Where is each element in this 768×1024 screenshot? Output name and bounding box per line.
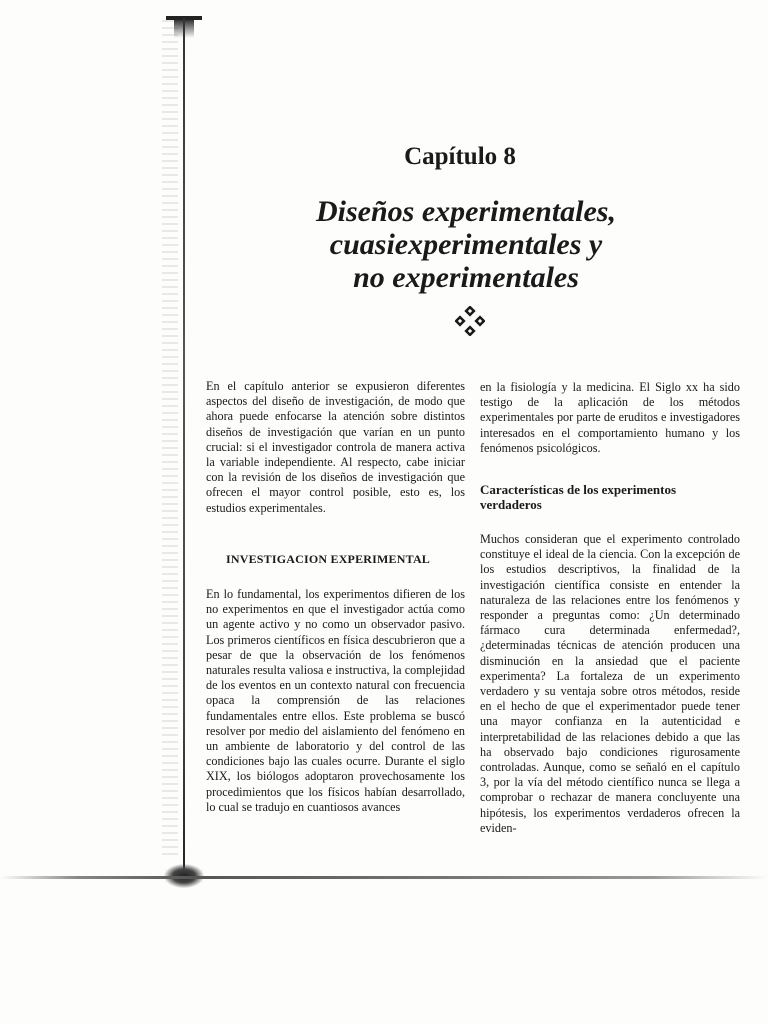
body-paragraph: Muchos consideran que el experimento controlado constituye el ideal de la ciencia. Con la excepción de los estudios descriptivos, la finalidad de la investigación científica consiste en entender la naturaleza de las relaciones entre los fenómenos y responder a preguntas como: ¿Un determinado fármaco cura determinada enfermedad?, ¿determinadas técnicas de atención producen una disminución en la ansiedad que el paciente experimenta? La fortaleza de un experimento verdadero y su ventaja sobre otros métodos, reside en el hecho de que el experimentador puede tener una mayor confianza en la autenticidad e interpretabilidad de las relaciones debido a que las ha observado bajo condiciones rigurosamente controladas. Aunque, como se señaló en el capítulo 3, por la vía del método científico nunca se llega a comprobar o rechazar de manera concluyente una hipótesis, los experimentos verdaderos ofrecen la eviden- xyxy=(480,532,740,835)
subsection-heading: Características de los experimentos verdaderos xyxy=(480,482,677,513)
chapter-title-line: Diseños experimentales, xyxy=(316,195,616,228)
diamond-ornament-icon xyxy=(455,306,485,336)
binding-speckle xyxy=(162,20,178,860)
page-bottom-edge xyxy=(0,876,768,879)
chapter-label: Capítulo 8 xyxy=(404,143,516,170)
right-text-column xyxy=(480,380,740,836)
chapter-title-line: cuasiexperimentales y xyxy=(329,228,603,261)
continuation-paragraph: en la fisiología y la medicina. El Siglo xx ha sido testigo de la aplicación de los métodos experimentales por parte de eruditos e investigadores interesados en el comportamiento humano y los fenómenos psicológicos. xyxy=(480,380,740,455)
left-text-column xyxy=(206,379,465,815)
chapter-title xyxy=(246,195,686,294)
chapter-title-line: no experimentales xyxy=(353,261,579,294)
body-paragraph: En lo fundamental, los experimentos difieren de los no experimentos en que el investigador actúa como un agente activo y no como un observador pasivo. Los primeros científicos en física descubrieron que a pesar de que la observación de los fenómenos naturales resulta valiosa e instructiva, la complejidad de los eventos en un contexto natural con frecuencia opaca la comprensión de las relaciones fundamentales entre ellos. Este problema se buscó resolver por medio del aislamiento del fenómeno en un ambiente de laboratorio y del control de las condiciones bajo las cuales ocurre. Durante el siglo XIX, los biólogos adoptaron provechosamente los procedimientos que los físicos habían desarrollado, lo cual se tradujo en cuantiosos avances xyxy=(206,587,465,814)
binding-line xyxy=(183,18,185,880)
binding-edge xyxy=(178,18,190,880)
section-heading: INVESTIGACION EXPERIMENTAL xyxy=(226,551,431,566)
intro-paragraph: En el capítulo anterior se expusieron diferentes aspectos del diseño de investigación, de modo que ahora puede enfocarse la atención sobre distintos diseños de investigación que varían en un punto crucial: si el investigador controla de manera activa la variable independiente. Al respecto, cabe iniciar con la revisión de los diseños de investigación que ofrecen el mayor control posible, esto es, los estudios experimentales. xyxy=(206,379,465,515)
